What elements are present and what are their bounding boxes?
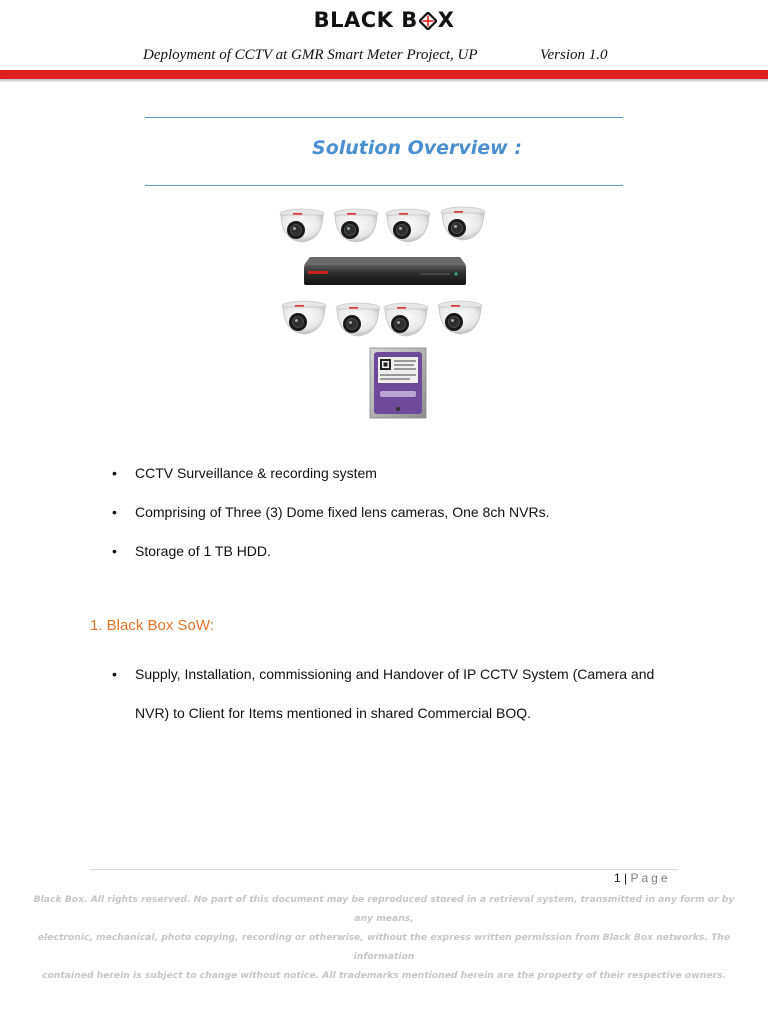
document-version: Version 1.0: [540, 47, 608, 63]
cctv-system-figure: [270, 205, 500, 425]
nvr-recorder-icon: [304, 257, 466, 285]
title-top-rule: [145, 117, 623, 118]
page-label: Page: [630, 871, 671, 885]
page-number: [614, 871, 671, 885]
copyright-line: contained herein is subject to change without notice. All trademarks mentioned herein are the property of their respective owners.: [42, 970, 726, 981]
dome-camera-icon: [336, 303, 380, 336]
copyright-notice: [30, 890, 738, 985]
logo-text-left: BLACK B: [313, 8, 418, 32]
title-bottom-rule: [145, 185, 623, 186]
overview-bullet-list: [110, 543, 271, 559]
dome-camera-icon: [282, 301, 326, 334]
dome-camera-icon: [438, 301, 482, 334]
overview-bullet-item: • CCTV Surveillance & recording system: [110, 465, 377, 481]
overview-bullet-item: • Comprising of Three (3) Dome fixed lens cameras, One 8ch NVRs.: [110, 504, 549, 520]
page-number-value: 1: [614, 871, 621, 885]
overview-bullet-item: • Storage of 1 TB HDD.: [110, 543, 271, 559]
footer-rule: [90, 869, 678, 870]
sow-text-line-1: Supply, Installation, commissioning and Handover of IP CCTV System (Camera and: [135, 666, 655, 682]
dome-camera-icon: [384, 303, 428, 336]
logo-diamond-icon: [419, 12, 437, 30]
camera-row-bottom: [282, 301, 482, 336]
document-title: Deployment of CCTV at GMR Smart Meter Project, UP: [143, 47, 478, 63]
hard-drive-icon: [370, 348, 426, 418]
logo-text-right: X: [437, 8, 455, 32]
sow-text-line-2: NVR) to Client for Items mentioned in shared Commercial BOQ.: [135, 705, 532, 721]
header-red-bar: [0, 70, 768, 79]
sow-bullet-marker: •: [112, 666, 117, 682]
overview-bullet-list: [110, 465, 377, 481]
overview-bullet-list: [110, 504, 549, 520]
dome-camera-icon: [441, 207, 485, 240]
dome-camera-icon: [334, 209, 378, 242]
camera-row-top: [280, 207, 485, 242]
black-box-logo: [0, 8, 768, 32]
dome-camera-icon: [280, 209, 324, 242]
dome-camera-icon: [386, 209, 430, 242]
sow-heading: 1. Black Box SoW:: [90, 617, 214, 634]
section-title: Solution Overview :: [312, 137, 522, 159]
copyright-line: Black Box. All rights reserved. No part of this document may be reproduced stored in a retrieval system, transmitted in any form or by any means,: [33, 894, 735, 924]
copyright-line: electronic, mechanical, photo copying, recording or otherwise, without the express written permission from Black Box networks. The information: [37, 932, 731, 962]
page-separator: |: [624, 871, 628, 885]
